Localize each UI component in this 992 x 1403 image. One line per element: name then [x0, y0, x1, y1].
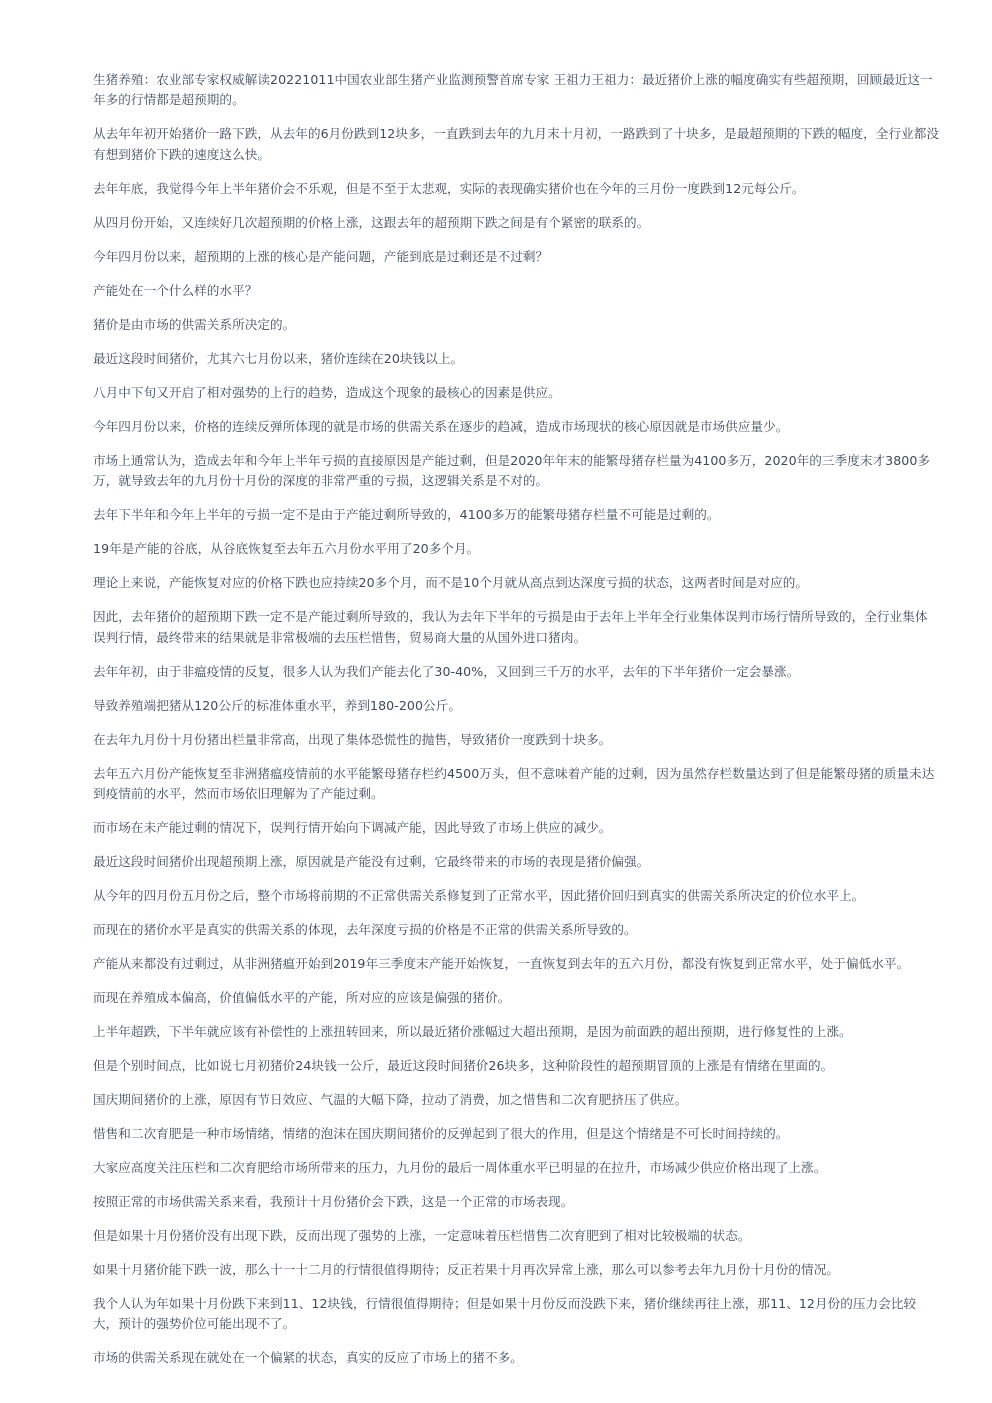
paragraph: 而现在养殖成本偏高，价值偏低水平的产能，所对应的应该是偏强的猪价。	[93, 990, 511, 1006]
paragraph: 而现在的猪价水平是真实的供需关系的体现，去年深度亏损的价格是不正常的供需关系所导致的。	[93, 922, 637, 938]
paragraph: 最近这段时间猪价出现超预期上涨，原因就是产能没有过剩，它最终带来的市场的表现是猪价偏强。	[93, 854, 650, 870]
paragraph: 去年五六月份产能恢复至非洲猪瘟疫情前的水平能繁母猪存栏约4500万头，但不意味着产能的过剩，因为虽然存栏数量达到了但是能繁母猪的质量未达到疫情前的水平，然而市场依旧理解为了产能过剩。	[93, 765, 935, 802]
paragraph: 去年下半年和今年上半年的亏损一定不是由于产能过剩所导致的，4100多万的能繁母猪存栏量不可能是过剩的。	[93, 507, 720, 523]
paragraph: 导致养殖端把猪从120公斤的标准体重水平，养到180-200公斤。	[93, 697, 461, 713]
paragraph: 去年年底，我觉得今年上半年猪价会不乐观，但是不至于太悲观，实际的表现确实猪价也在今年的三月份一度跌到12元每公斤。	[93, 180, 805, 196]
paragraph: 而市场在未产能过剩的情况下，误判行情开始向下调减产能，因此导致了市场上供应的减少。	[93, 820, 612, 836]
paragraph: 但是个别时间点，比如说七月初猪价24块钱一公斤，最近这段时间猪价26块多，这种阶段性的超预期冒顶的上涨是有情绪在里面的。	[93, 1058, 834, 1074]
paragraph: 八月中下旬又开启了相对强势的上行的趋势，造成这个现象的最核心的因素是供应。	[93, 384, 561, 400]
paragraph: 今年四月份以来，超预期的上涨的核心是产能问题，产能到底是过剩还是不过剩？	[93, 248, 549, 264]
paragraph: 因此，去年猪价的超预期下跌一定不是产能过剩所导致的，我认为去年下半年的亏损是由于去年上半年全行业集体误判市场行情所导致的，全行业集体误判行情，最终带来的结果就是非常极端的去压栏惜售，贸易商大量的从国外进口猪肉。	[93, 609, 928, 645]
paragraph: 最近这段时间猪价，尤其六七月份以来，猪价连续在20块钱以上。	[93, 350, 464, 366]
paragraph: 生猪养殖：农业部专家权威解读20221011中国农业部生猪产业监测预警首席专家 王祖力王祖力：最近猪价上涨的幅度确实有些超预期，回顾最近这一年多的行情都是超预期的。	[93, 72, 933, 108]
paragraph: 从去年年初开始猪价一路下跌，从去年的6月份跌到12块多，一直跌到去年的九月末十月初，一路跌到了十块多，是最超预期的下跌的幅度，全行业都没有想到猪价下跌的速度这么快。	[93, 126, 940, 162]
paragraph: 但是如果十月份猪价没有出现下跌，反而出现了强势的上涨，一定意味着压栏惜售二次育肥到了相对比较极端的状态。	[93, 1228, 751, 1244]
paragraph: 在去年九月份十月份猪出栏量非常高，出现了集体恐慌性的抛售，导致猪价一度跌到十块多。	[93, 731, 612, 747]
paragraph: 19年是产能的谷底，从谷底恢复至去年五六月份水平用了20多个月。	[93, 541, 480, 557]
paragraph: 惜售和二次育肥是一种市场情绪，情绪的泡沫在国庆期间猪价的反弹起到了很大的作用，但是这个情绪是不可长时间持续的。	[93, 1126, 789, 1142]
paragraph: 市场上通常认为，造成去年和今年上半年亏损的直接原因是产能过剩，但是2020年年末的能繁母猪存栏量为4100多万，2020年的三季度末才3800多万，就导致去年的九月份十月份的深度的非常严重的亏损，这逻辑关系是不对的。	[93, 452, 931, 489]
paragraph: 今年四月份以来，价格的连续反弹所体现的就是市场的供需关系在逐步的趋减，造成市场现状的核心原因就是市场供应量少。	[93, 418, 789, 434]
paragraph: 大家应高度关注压栏和二次育肥给市场所带来的压力，九月份的最后一周体重水平已明显的在拉升，市场减少供应价格出现了上涨。	[93, 1160, 827, 1176]
article-body	[93, 70, 940, 1369]
paragraph: 产能处在一个什么样的水平？	[93, 282, 258, 298]
paragraph: 按照正常的市场供需关系来看，我预计十月份猪价会下跌，这是一个正常的市场表现。	[93, 1194, 574, 1210]
paragraph: 猪价是由市场的供需关系所决定的。	[93, 316, 296, 332]
paragraph: 产能从来都没有过剩过，从非洲猪瘟开始到2019年三季度末产能开始恢复，一直恢复到去年的五六月份，都没有恢复到正常水平，处于偏低水平。	[93, 956, 910, 972]
paragraph: 市场的供需关系现在就处在一个偏紧的状态，真实的反应了市场上的猪不多。	[93, 1350, 523, 1366]
paragraph: 如果十月猪价能下跌一波，那么十一十二月的行情很值得期待；反正若果十月再次异常上涨，那么可以参考去年九月份十月份的情况。	[93, 1262, 839, 1278]
paragraph: 从今年的四月份五月份之后，整个市场将前期的不正常供需关系修复到了正常水平，因此猪价回归到真实的供需关系所决定的价位水平上。	[93, 888, 865, 904]
paragraph: 理论上来说，产能恢复对应的价格下跌也应持续20多个月，而不是10个月就从高点到达深度亏损的状态，这两者时间是对应的。	[93, 575, 809, 591]
paragraph: 我个人认为年如果十月份跌下来到11、12块钱，行情很值得期待；但是如果十月份反而没跌下来，猪价继续再往上涨，那11、12月份的压力会比较大，预计的强势价位可能出现不了。	[93, 1296, 917, 1332]
paragraph: 国庆期间猪价的上涨，原因有节日效应、气温的大幅下降，拉动了消费，加之惜售和二次育肥挤压了供应。	[93, 1092, 688, 1108]
paragraph: 上半年超跌，下半年就应该有补偿性的上涨扭转回来，所以最近猪价涨幅过大超出预期，是因为前面跌的超出预期，进行修复性的上涨。	[93, 1024, 852, 1040]
paragraph: 从四月份开始，又连续好几次超预期的价格上涨，这跟去年的超预期下跌之间是有个紧密的联系的。	[93, 214, 650, 230]
paragraph: 去年年初，由于非瘟疫情的反复，很多人认为我们产能去化了30-40%，又回到三千万的水平，去年的下半年猪价一定会暴涨。	[93, 663, 800, 679]
